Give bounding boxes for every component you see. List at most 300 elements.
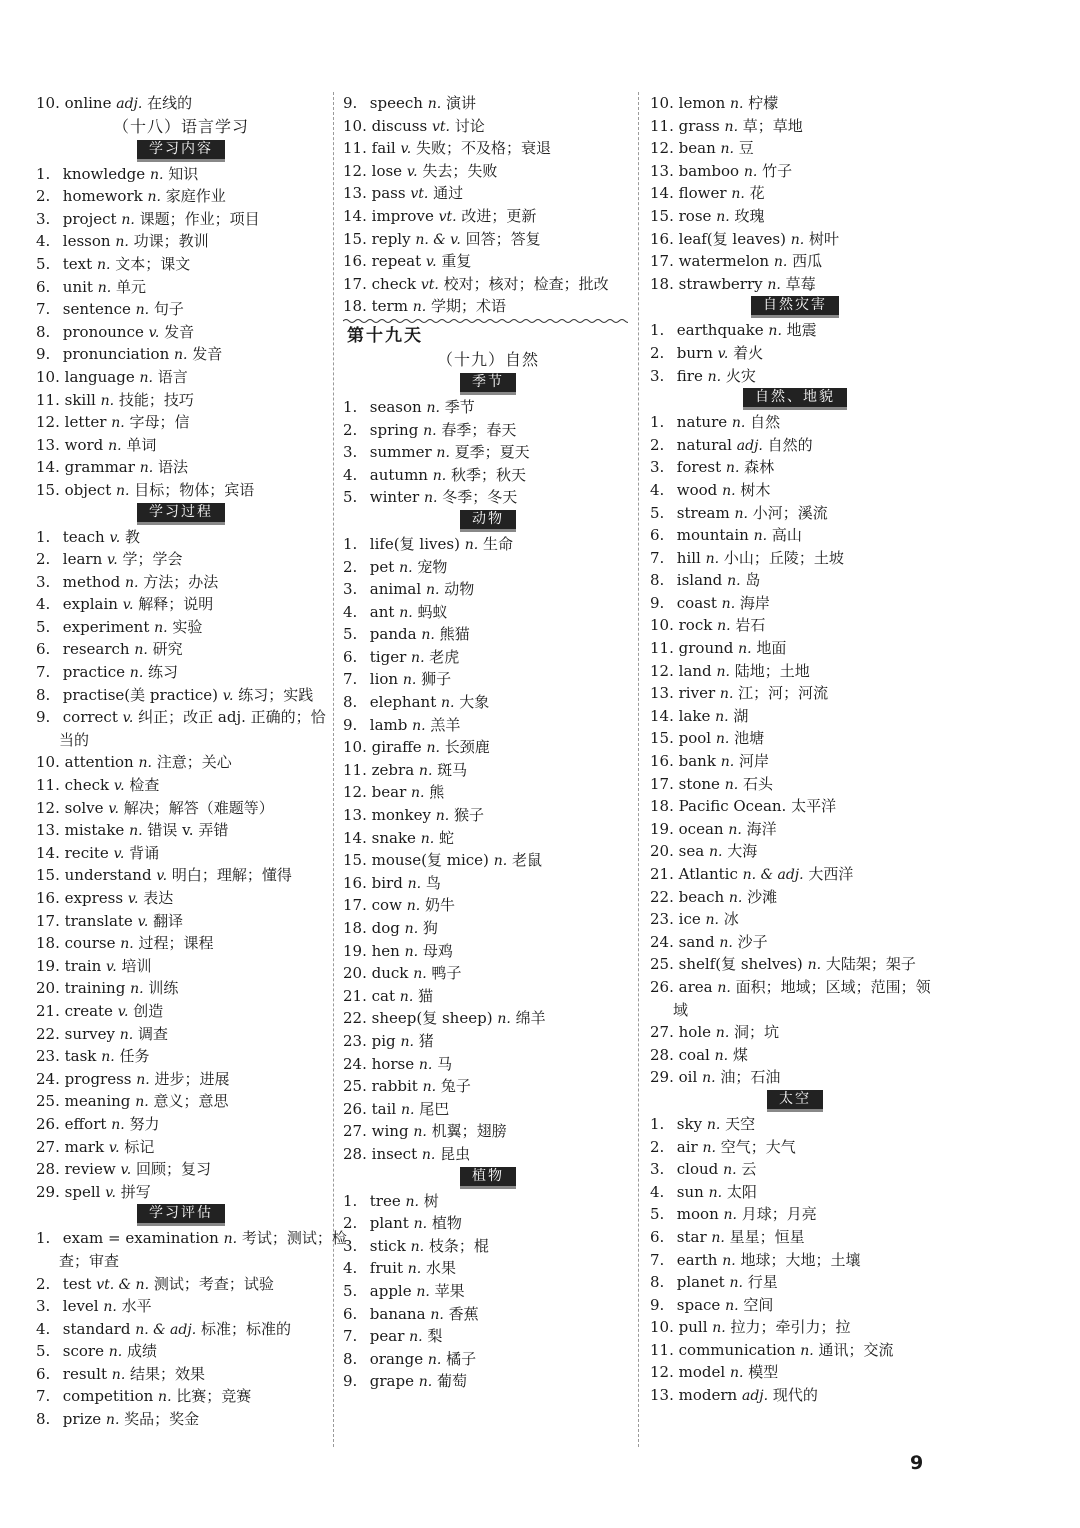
entry-meaning: 创造: [133, 1001, 164, 1020]
entry-word: hen: [371, 941, 400, 960]
entry-number: 23.: [650, 910, 674, 929]
vocab-entry: [36, 1181, 326, 1204]
part-of-speech: n.: [714, 1047, 729, 1064]
column-divider: [638, 92, 639, 1447]
entry-number: 4.: [36, 232, 51, 251]
part-of-speech: n.: [416, 1283, 430, 1300]
entry-number: 1.: [343, 397, 358, 416]
entry-word: word: [64, 435, 104, 454]
vocab-entry: [650, 1249, 940, 1272]
vocab-entry: [343, 1212, 633, 1235]
subsection-header: [343, 509, 633, 533]
entry-word: coast: [676, 593, 717, 612]
vocab-entry: [650, 818, 940, 841]
vocab-entry: [343, 736, 633, 759]
part-of-speech: n.: [753, 528, 768, 545]
entry-word: fruit: [369, 1259, 403, 1278]
vocab-entry: [650, 682, 940, 705]
part-of-speech: n.: [135, 1094, 149, 1111]
part-of-speech: n.: [411, 785, 425, 802]
part-of-speech: n.: [116, 482, 130, 499]
subsection-header: [650, 1089, 940, 1113]
entry-word: bank: [678, 752, 716, 771]
entry-meaning: 改进；更新: [461, 206, 537, 225]
vocab-entry: [343, 917, 633, 940]
vocab-entry: [36, 1136, 326, 1159]
entry-number: 4.: [650, 1182, 665, 1201]
entry-word: rock: [678, 616, 713, 635]
vocab-entry: [36, 1090, 326, 1113]
entry-meaning: 翻译: [153, 911, 184, 930]
entry-number: 27.: [650, 1023, 674, 1042]
part-of-speech: v.: [406, 163, 418, 180]
entry-number: 16.: [343, 252, 367, 271]
entry-number: 16.: [343, 873, 367, 892]
vocab-entry: [36, 684, 326, 707]
column-3: [650, 92, 940, 1407]
vocab-entry: [343, 781, 633, 804]
entry-number: 5.: [343, 1281, 358, 1300]
entry-number: 21.: [36, 1001, 60, 1020]
part-of-speech: n.: [731, 415, 746, 432]
entry-word: winter: [369, 488, 420, 507]
part-of-speech: n.: [721, 595, 736, 612]
vocab-entry: [650, 434, 940, 457]
part-of-speech: n.: [464, 536, 479, 553]
entry-number: 4.: [343, 602, 358, 621]
entry-word: space: [676, 1295, 721, 1314]
part-of-speech: n.: [715, 731, 730, 748]
entry-number: 10.: [343, 116, 367, 135]
entry-word: train: [64, 956, 102, 975]
entry-number: 11.: [343, 760, 367, 779]
part-of-speech: n.: [723, 1207, 737, 1224]
entry-meaning: 演讲: [445, 94, 476, 112]
part-of-speech: n.: [418, 1056, 433, 1073]
part-of-speech: n.: [712, 1320, 726, 1337]
entry-word: term: [371, 297, 408, 316]
entry-meaning: 熊: [429, 783, 445, 802]
entry-meaning: 草；草地: [742, 116, 803, 135]
vocab-entry: [36, 751, 326, 774]
entry-number: 27.: [36, 1137, 60, 1156]
entry-word: modern: [678, 1386, 738, 1405]
entry-meaning: 月球；月亮: [741, 1205, 817, 1224]
vocab-entry: [650, 976, 940, 999]
part-of-speech: n.: [436, 445, 450, 462]
entry-meaning: 考试；测试；检: [241, 1229, 347, 1248]
part-of-speech: vt.: [431, 118, 450, 135]
entry-number: 10.: [650, 94, 674, 112]
entry-meaning: 枝条；棍: [428, 1236, 489, 1255]
entry-meaning: 云: [741, 1160, 757, 1179]
entry-word: elephant: [369, 693, 437, 712]
entry-number: 14.: [36, 458, 60, 477]
vocab-entry: [36, 230, 326, 253]
vocab-entry: [343, 1053, 633, 1076]
part-of-speech: n.: [730, 96, 744, 112]
part-of-speech: n.: [138, 755, 152, 772]
entry-meaning: 冰: [723, 910, 739, 929]
entry-word: river: [678, 684, 716, 703]
entry-word: tail: [371, 1099, 397, 1118]
entry-meaning: 练习；实践: [238, 685, 314, 704]
part-of-speech: n.: [413, 1216, 428, 1233]
entry-number: 14.: [36, 843, 60, 862]
vocab-entry: [650, 1021, 940, 1044]
entry-word: language: [64, 367, 135, 386]
part-of-speech: n.: [120, 936, 134, 953]
vocab-entry: [343, 601, 633, 624]
entry-meaning: 猴子: [454, 806, 485, 825]
vocab-entry: [343, 804, 633, 827]
part-of-speech: v.: [107, 552, 118, 569]
entry-meaning: 水果: [426, 1259, 457, 1278]
vocab-entry: [650, 1384, 940, 1407]
entry-word: meaning: [64, 1092, 131, 1111]
part-of-speech: v.: [137, 913, 149, 930]
part-of-speech: n.: [716, 663, 730, 680]
entry-word: competition: [62, 1387, 154, 1406]
entry-word: teach: [62, 527, 105, 546]
entry-word: experiment: [62, 617, 150, 636]
entry-meaning: 通讯；交流: [818, 1340, 894, 1359]
part-of-speech: n.: [725, 1297, 739, 1314]
entry-meaning: 教: [124, 527, 140, 546]
entry-number: 2.: [650, 343, 665, 362]
part-of-speech: n.: [400, 1033, 414, 1050]
entry-meaning: 句子: [153, 300, 184, 319]
entry-number: 12.: [650, 1363, 674, 1382]
part-of-speech: n.: [105, 1412, 120, 1429]
entry-number: 5.: [36, 254, 51, 273]
entry-word: communication: [678, 1340, 796, 1359]
subsection-label: 动物: [460, 510, 516, 532]
entry-word: practise(美 practice): [62, 685, 218, 704]
entry-word: solve: [64, 798, 104, 817]
entry-word: zebra: [371, 760, 415, 779]
part-of-speech: n.: [719, 686, 734, 703]
entry-word: banana: [369, 1304, 426, 1323]
entry-number: 9.: [36, 345, 51, 364]
vocab-entry: [343, 1303, 633, 1326]
entry-word: watermelon: [678, 252, 770, 271]
vocab-entry: [343, 486, 633, 509]
vocab-entry: [650, 456, 940, 479]
entry-word: mistake: [64, 821, 125, 840]
part-of-speech: n.: [401, 1101, 415, 1118]
entry-number: 1.: [343, 534, 358, 553]
entry-meaning: 狗: [422, 919, 438, 937]
entry-number: 8.: [650, 1273, 665, 1292]
entry-word: rose: [678, 206, 712, 225]
entry-word: coal: [678, 1045, 710, 1064]
vocab-entry: [36, 479, 326, 502]
vocab-entry: [650, 1294, 940, 1317]
entry-meaning: 地球；大地；土壤: [740, 1250, 861, 1269]
entry-meaning: 豆: [738, 139, 754, 158]
vocab-entry: [36, 1023, 326, 1046]
entry-number: 17.: [36, 911, 60, 930]
vocab-entry: [343, 1030, 633, 1053]
entry-number: 11.: [36, 390, 60, 409]
entry-word: model: [678, 1363, 726, 1382]
vocab-entry: [36, 977, 326, 1000]
entry-meaning: 油；石油: [720, 1068, 781, 1087]
vocab-entry: [343, 962, 633, 985]
part-of-speech: n.: [423, 490, 438, 507]
entry-word: task: [64, 1047, 97, 1066]
entry-word: horse: [371, 1054, 415, 1073]
part-of-speech: n.: [409, 1329, 423, 1346]
vocab-entry: [343, 1098, 633, 1121]
entry-meaning: 夏季；夏天: [454, 443, 530, 462]
part-of-speech: n.: [427, 1351, 442, 1368]
entry-word: review: [64, 1160, 116, 1179]
part-of-speech: n.: [399, 604, 413, 621]
part-of-speech: n.: [129, 665, 144, 682]
entry-number: 23.: [36, 1047, 60, 1066]
entry-meaning: 大西洋: [808, 865, 854, 883]
vocab-entry: [36, 1045, 326, 1068]
vocab-entry: [650, 705, 940, 728]
entry-meaning: 自然的: [767, 435, 813, 454]
entry-meaning: 沙子: [737, 932, 768, 951]
entry-meaning: 调查: [138, 1024, 169, 1043]
entry-word: research: [62, 640, 130, 659]
entry-meaning: 失败；不及格；衰退: [416, 139, 552, 158]
entry-word: ground: [678, 639, 734, 658]
entry-number: 22.: [36, 1024, 60, 1043]
entry-word: shelf(复 shelves): [678, 955, 803, 974]
entry-meaning: 目标；物体；宾语: [134, 480, 255, 499]
entry-word: star: [676, 1227, 707, 1246]
entry-number: 24.: [36, 1069, 60, 1088]
entry-word: level: [62, 1297, 99, 1316]
entry-number: 12.: [650, 661, 674, 680]
entry-word: cloud: [676, 1160, 719, 1179]
entry-meaning: 火灾: [725, 366, 756, 385]
entry-meaning: 鸭子: [431, 964, 462, 983]
entry-meaning: 通过: [433, 184, 464, 203]
entry-number: 29.: [650, 1068, 674, 1087]
entry-meaning: 语言: [157, 367, 188, 386]
part-of-speech: n.: [111, 415, 125, 432]
entry-number: 6.: [650, 526, 665, 545]
part-of-speech: n.: [422, 1079, 437, 1096]
vocab-entry: [36, 1363, 326, 1386]
entry-word: check: [64, 776, 110, 795]
subsection-header: [343, 372, 633, 396]
part-of-speech: n.: [139, 460, 154, 477]
entry-number: 25.: [343, 1077, 367, 1096]
entry-number: 13.: [650, 1386, 674, 1405]
vocab-entry: [36, 864, 326, 887]
part-of-speech: v.: [105, 1184, 116, 1201]
entry-word: pronunciation: [62, 345, 170, 364]
entry-number: 4.: [650, 480, 665, 499]
entry-word: wood: [676, 480, 718, 499]
entry-word: repeat: [371, 252, 422, 271]
entry-meaning: 任务: [119, 1047, 150, 1066]
entry-meaning: 意义；意思: [153, 1092, 229, 1111]
part-of-speech: n.: [725, 460, 740, 477]
vocab-entry: [36, 1158, 326, 1181]
vocab-entry: [650, 592, 940, 615]
entry-word: spell: [64, 1182, 101, 1201]
vocab-entry: [36, 774, 326, 797]
vocab-entry: [343, 250, 633, 273]
part-of-speech: v.: [425, 254, 437, 271]
entry-word: grape: [369, 1372, 414, 1391]
vocab-entry: [36, 343, 326, 366]
entry-number: 26.: [650, 977, 674, 996]
entry-word: course: [64, 934, 116, 953]
entry-word: text: [62, 254, 93, 273]
part-of-speech: v.: [222, 687, 234, 704]
subsection-header: [650, 387, 940, 411]
entry-word: Atlantic: [678, 865, 738, 883]
entry-number: 7.: [343, 1327, 358, 1346]
entry-number: 10.: [36, 753, 60, 772]
entry-word: flower: [678, 184, 727, 203]
entry-word: tree: [369, 1191, 401, 1210]
entry-meaning: 字母；信: [129, 413, 190, 432]
vocab-entry: [650, 411, 940, 434]
entry-word: sand: [678, 932, 715, 951]
entry-number: 5.: [343, 625, 358, 644]
vocab-entry: [36, 910, 326, 933]
entry-word: natural: [676, 435, 732, 454]
part-of-speech: n.: [420, 830, 435, 847]
entry-meaning: 树叶: [808, 229, 839, 248]
entry-word: lemon: [678, 94, 726, 112]
vocab-entry: [36, 593, 326, 616]
vocab-entry: [343, 1120, 633, 1143]
vocab-entry: [650, 1339, 940, 1362]
part-of-speech: n.: [421, 1146, 436, 1163]
part-of-speech: n.: [724, 118, 739, 135]
vocab-entry: [650, 795, 940, 818]
part-of-speech: v.: [108, 1139, 120, 1156]
part-of-speech: adj.: [736, 437, 763, 454]
part-of-speech: n.: [423, 422, 437, 439]
entry-continuation: 域: [673, 1000, 689, 1019]
entry-word: moon: [676, 1205, 719, 1224]
entry-word: pass: [371, 184, 406, 203]
entry-number: 1.: [36, 527, 51, 546]
vocab-entry: [343, 1280, 633, 1303]
subsection-label: 学习内容: [137, 140, 225, 162]
part-of-speech: n.: [728, 889, 743, 906]
part-of-speech: n.: [734, 505, 748, 522]
entry-number: 8.: [36, 1410, 51, 1429]
vocab-entry: [650, 637, 940, 660]
entry-number: 1.: [36, 1229, 51, 1248]
entry-meaning: 花: [749, 184, 765, 203]
entry-meaning: 沙滩: [747, 887, 778, 906]
entry-number: 5.: [650, 503, 665, 522]
vocab-entry: [650, 953, 940, 976]
vocab-entry: [650, 365, 940, 388]
part-of-speech: n.: [101, 1049, 115, 1066]
vocab-entry: [343, 623, 633, 646]
vocab-entry: [343, 1235, 633, 1258]
entry-meaning: 课题；作业；项目: [139, 209, 260, 228]
entry-meaning: 失去；失败: [422, 161, 498, 180]
entry-word: cow: [371, 896, 402, 915]
part-of-speech: n.: [432, 467, 447, 484]
entry-word: pronounce: [62, 322, 144, 341]
day-header: [343, 318, 633, 348]
vocab-entry: [36, 276, 326, 299]
entry-meaning: 拉力；牵引力；拉: [730, 1318, 851, 1337]
entry-meaning: 讨论: [454, 116, 485, 135]
part-of-speech: n.: [411, 649, 425, 666]
entry-number: 15.: [36, 480, 60, 499]
entry-number: 8.: [343, 693, 358, 712]
entry-word: sky: [676, 1114, 703, 1133]
entry-meaning: 单词: [126, 435, 157, 454]
column-1: [36, 92, 347, 1431]
entry-meaning: 检查: [129, 776, 160, 795]
entry-word: express: [64, 889, 124, 907]
vocab-entry: [650, 1271, 940, 1294]
entry-word: bean: [678, 139, 716, 158]
entry-number: 18.: [343, 919, 367, 937]
part-of-speech: n.: [727, 573, 741, 590]
vocab-entry: [36, 1318, 326, 1341]
vocab-entry: [343, 894, 633, 917]
entry-number: 6.: [36, 1364, 51, 1383]
vocab-entry: [343, 115, 633, 138]
part-of-speech: v.: [122, 710, 134, 727]
part-of-speech: n.: [441, 695, 455, 712]
entry-number: 14.: [343, 206, 367, 225]
entry-word: speech: [369, 94, 423, 112]
part-of-speech: n.: [768, 323, 782, 340]
entry-meaning: 知识: [168, 164, 199, 183]
entry-meaning: 奖品；奖金: [124, 1410, 200, 1429]
entry-meaning: 生命: [482, 534, 513, 553]
entry-word: project: [62, 209, 117, 228]
entry-word: rabbit: [371, 1077, 418, 1096]
entry-meaning: 回答；答复: [465, 229, 541, 248]
vocab-entry: [36, 411, 326, 434]
part-of-speech: n.: [800, 1342, 814, 1359]
vocab-entry: [36, 163, 326, 186]
part-of-speech: v.: [106, 958, 117, 975]
entry-meaning: 训练: [148, 979, 179, 998]
entry-word: leaf(复 leaves): [678, 229, 786, 248]
part-of-speech: n.: [121, 211, 135, 228]
subsection-label: 学习评估: [137, 1204, 225, 1226]
vocab-entry: [650, 614, 940, 637]
entry-number: 1.: [650, 321, 665, 340]
entry-number: 16.: [650, 752, 674, 771]
entry-meaning: 机翼；翅膀: [431, 1122, 507, 1141]
entry-word: bird: [371, 873, 403, 892]
vocab-entry: [36, 1227, 347, 1250]
entry-number: 6.: [36, 640, 51, 659]
entry-number: 20.: [36, 979, 60, 998]
part-of-speech: n.: [425, 582, 440, 599]
part-of-speech: n.: [719, 934, 733, 951]
entry-word: sheep(复 sheep): [371, 1009, 493, 1028]
entry-word: translate: [64, 911, 133, 930]
part-of-speech: n.: [174, 347, 188, 364]
vocab-entry: [343, 578, 633, 601]
